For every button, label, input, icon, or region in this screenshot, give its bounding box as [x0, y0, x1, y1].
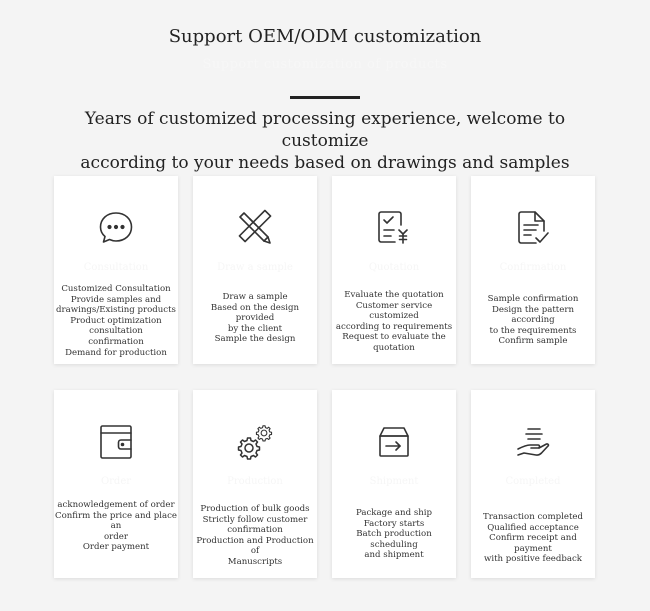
card-steps — [471, 294, 595, 347]
chat-bubble-icon — [97, 209, 135, 247]
step-line: acknowledgement of order — [57, 500, 175, 510]
step-line: Request to evaluate the — [342, 332, 446, 343]
step-line: according to requirements — [335, 321, 453, 332]
card-ghost-label: Order — [100, 476, 132, 487]
step-line: Confirm sample — [498, 336, 568, 347]
step-line: Design the pattern according — [492, 304, 574, 326]
step-line: with positive feedback — [483, 554, 583, 565]
card-steps — [54, 500, 178, 553]
step-line: Production and Production of — [196, 535, 314, 557]
section-subtitle: Support customization of products — [202, 57, 448, 72]
step-line: Provide samples and — [70, 294, 162, 305]
step-line: Package and ship — [355, 508, 433, 518]
step-line: and shipment — [364, 550, 424, 561]
wallet-icon — [97, 423, 135, 461]
step-line: Transaction completed — [483, 512, 583, 522]
step-line: Demand for production — [65, 347, 167, 358]
process-card-shipment — [332, 390, 456, 578]
card-steps — [54, 284, 178, 358]
step-line: confirmation — [227, 525, 283, 536]
package-icon — [375, 423, 413, 461]
step-line: Manuscripts — [227, 556, 283, 567]
headline-line-2: according to your needs based on drawings and samples — [80, 153, 570, 173]
process-card-sample-confirmation — [471, 176, 595, 364]
step-line: quotation — [373, 342, 415, 353]
step-line: Customized Consultation — [61, 284, 171, 294]
step-line: Product optimization consultation — [70, 315, 162, 337]
card-ghost-label: Consultation — [83, 262, 149, 273]
card-steps — [193, 504, 317, 568]
headline — [60, 108, 590, 174]
process-card-draw-sample — [193, 176, 317, 364]
step-line: confirmation — [88, 336, 144, 347]
process-card-order — [54, 390, 178, 578]
step-line: Confirm receipt and payment — [489, 533, 577, 554]
step-line: Sample confirmation — [487, 294, 579, 304]
process-card-completed — [471, 390, 595, 578]
step-line: order — [104, 531, 128, 542]
card-steps — [332, 508, 456, 561]
gears-icon — [236, 423, 274, 461]
card-steps — [193, 292, 317, 345]
card-ghost-label: Completed — [505, 476, 561, 487]
step-line: Evaluate the quotation — [344, 290, 444, 300]
card-ghost-label: Quotation — [368, 262, 420, 273]
step-line: Strictly follow customer — [202, 514, 308, 525]
card-ghost-label: Draw a sample — [217, 262, 293, 273]
card-ghost-label: Shipment — [369, 476, 419, 487]
step-line: Confirm the price and place an — [55, 510, 177, 532]
pencil-ruler-icon — [236, 209, 274, 247]
step-line: to the requirements — [489, 325, 577, 336]
step-line: Draw a sample — [222, 292, 288, 302]
hand-coins-icon — [514, 423, 552, 461]
step-line: Order payment — [82, 542, 150, 553]
step-line: Sample the design — [214, 334, 296, 345]
step-line: Batch production scheduling — [356, 529, 432, 550]
process-card-production — [193, 390, 317, 578]
step-line: Production of bulk goods — [200, 504, 310, 514]
card-ghost-label: Production — [227, 476, 283, 487]
card-steps — [471, 512, 595, 565]
step-line: Qualified acceptance — [487, 522, 579, 533]
card-ghost-label: Confirmation — [499, 262, 567, 273]
step-line: Based on the design provided — [210, 302, 300, 324]
process-card-consultation — [54, 176, 178, 364]
quotation-icon — [375, 209, 413, 247]
card-steps — [332, 290, 456, 354]
step-line: Factory starts — [363, 518, 425, 529]
title-divider — [290, 96, 360, 99]
section-title: Support OEM/ODM customization — [168, 26, 482, 47]
step-line: Customer service customized — [355, 300, 433, 322]
step-line: drawings/Existing products — [56, 305, 176, 316]
step-line: by the client — [227, 323, 283, 334]
process-card-quotation — [332, 176, 456, 364]
headline-line-1: Years of customized processing experience, welcome to customize — [84, 109, 566, 151]
document-check-icon — [514, 209, 552, 247]
